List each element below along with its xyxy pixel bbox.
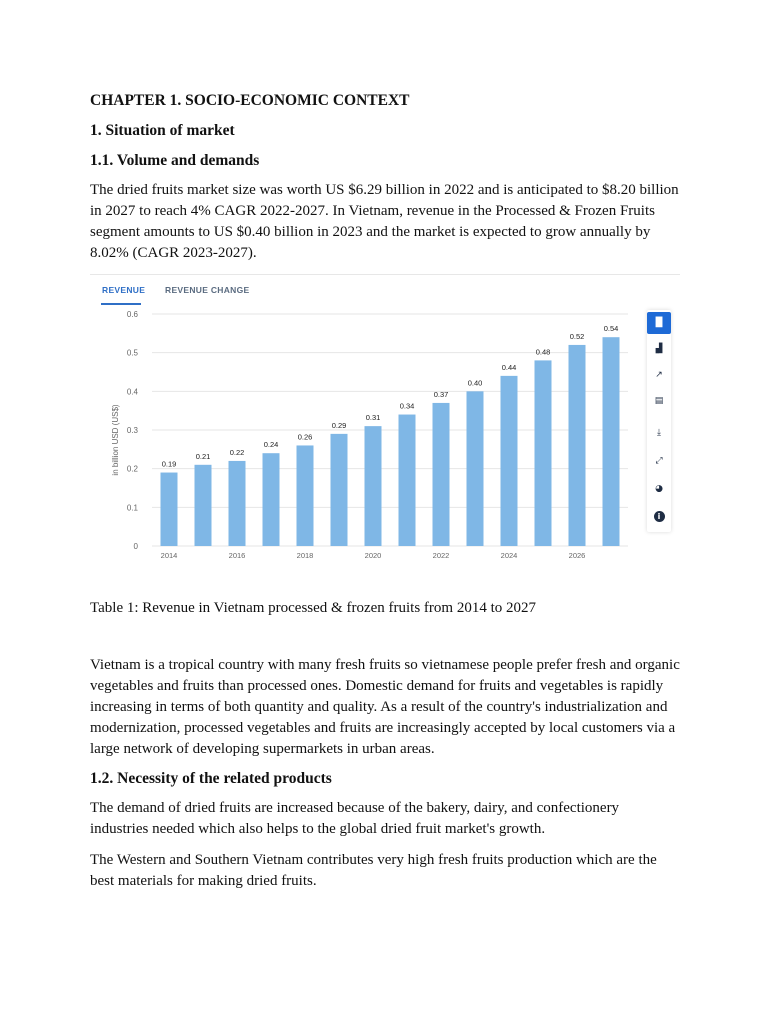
bar xyxy=(467,391,484,546)
bar xyxy=(535,360,552,546)
bar-chart-icon[interactable]: ▐▌ xyxy=(647,312,671,334)
data-label: 0.48 xyxy=(535,347,551,357)
x-tick-label: 2014 xyxy=(160,551,178,560)
x-tick-label: 2024 xyxy=(500,551,518,560)
bar xyxy=(297,445,314,546)
data-label: 0.54 xyxy=(603,324,619,334)
y-tick-label: 0.2 xyxy=(126,464,138,474)
data-label: 0.21 xyxy=(195,451,211,461)
y-tick-label: 0.6 xyxy=(126,310,138,319)
document-content xyxy=(90,92,680,902)
paragraph-market-size: The dried fruits market size was worth US $6.29 billion in 2022 and is anticipated to $8.20 billion in 2027 to reach 4% CAGR 2022-2027. In Vietnam, revenue in the Processed & Frozen Fruits segment amounts to US $0.40 billion in 2023 and the market is expected to grow annually by 8.02% (CAGR 2023-2027). xyxy=(90,182,679,261)
y-axis-label: in billion USD (US$) xyxy=(111,404,120,476)
info-badge: i xyxy=(654,511,665,522)
bar xyxy=(229,461,246,546)
y-tick-label: 0.4 xyxy=(126,387,138,397)
fullscreen-icon[interactable]: ⤢ xyxy=(655,456,663,466)
x-tick-label: 2026 xyxy=(568,551,586,560)
bar xyxy=(399,415,416,546)
paragraph-production: The Western and Southern Vietnam contributes very high fresh fruits production which are the best materials for making dried fruits. xyxy=(90,852,657,889)
tab-revenue-change[interactable]: REVENUE CHANGE xyxy=(165,285,250,295)
revenue-chart-widget xyxy=(90,276,680,576)
download-icon[interactable]: ⤓ xyxy=(657,428,661,438)
bar xyxy=(195,465,212,546)
data-label: 0.34 xyxy=(399,401,415,411)
revenue-bar-chart xyxy=(90,306,640,576)
chart-toolbar xyxy=(647,310,671,532)
bar xyxy=(365,426,382,546)
x-tick-label: 2020 xyxy=(364,551,382,560)
paragraph-industry-demand: The demand of dried fruits are increased because of the bakery, dairy, and confectionery industries needed which also helps to the global dried fruit market's growth. xyxy=(90,800,620,837)
chapter-title: CHAPTER 1. SOCIO-ECONOMIC CONTEXT xyxy=(90,92,410,109)
x-tick-label: 2018 xyxy=(296,551,314,560)
bar xyxy=(501,376,518,546)
table-caption: Table 1: Revenue in Vietnam processed & frozen fruits from 2014 to 2027 xyxy=(90,600,536,616)
bar xyxy=(433,403,450,546)
bar xyxy=(331,434,348,546)
bar xyxy=(161,473,178,546)
bar xyxy=(603,337,620,546)
line-chart-icon[interactable]: ↗ xyxy=(655,370,663,380)
data-label: 0.19 xyxy=(161,459,177,469)
data-label: 0.44 xyxy=(501,362,517,372)
info-icon[interactable] xyxy=(647,506,671,528)
bar xyxy=(569,345,586,546)
y-tick-label: 0.3 xyxy=(126,426,138,435)
section-heading-market: 1. Situation of market xyxy=(90,122,235,139)
data-label: 0.37 xyxy=(433,389,449,399)
data-label: 0.22 xyxy=(229,447,245,457)
active-tab-underline xyxy=(101,303,141,305)
section-heading-necessity: 1.2. Necessity of the related products xyxy=(90,770,332,787)
bar xyxy=(263,453,280,546)
pie-chart-icon[interactable]: ◕ xyxy=(655,484,663,494)
tab-revenue[interactable]: REVENUE xyxy=(102,285,146,295)
x-tick-label: 2016 xyxy=(228,551,246,560)
x-tick-label: 2022 xyxy=(432,551,450,560)
section-heading-volume: 1.1. Volume and demands xyxy=(90,152,260,169)
bar-chart-alt-icon[interactable]: ▗▌ xyxy=(652,344,666,354)
data-label: 0.40 xyxy=(467,378,483,388)
y-tick-label: 0.1 xyxy=(126,503,138,513)
data-label: 0.52 xyxy=(569,331,585,341)
paragraph-domestic-demand: Vietnam is a tropical country with many fresh fruits so vietnamese people prefer fresh and organic vegetables and fruits than processed ones. Domestic demand for fruits and vegetables is rapidly increasing in terms of both quantity and quality. As a result of the country's industrialization and modernization, processed vegetables and fruits are increasingly accepted by local customers via a large network of developing supermarkets in urban areas. xyxy=(90,657,680,757)
y-tick-label: 0.5 xyxy=(126,348,138,358)
data-label: 0.29 xyxy=(331,420,347,430)
table-view-icon[interactable]: ▤ xyxy=(654,396,664,406)
data-label: 0.24 xyxy=(263,440,279,450)
data-label: 0.31 xyxy=(365,413,381,423)
chart-top-divider xyxy=(90,274,680,275)
y-tick-label: 0 xyxy=(133,542,138,551)
data-label: 0.26 xyxy=(297,432,313,442)
